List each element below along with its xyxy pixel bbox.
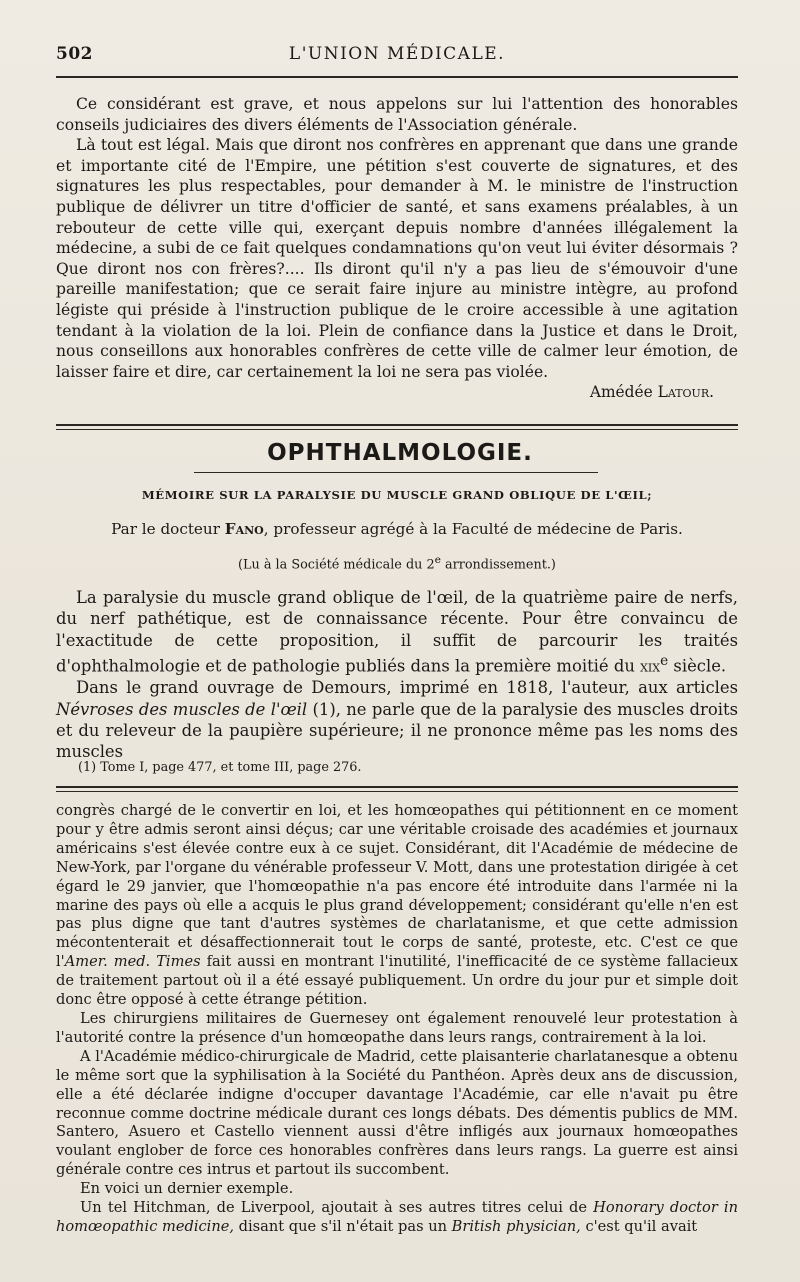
- feuilleton-paragraph: En voici un dernier exemple.: [80, 1180, 294, 1198]
- article-paragraph: [56, 587, 738, 677]
- author-signature: [56, 382, 738, 403]
- feuilleton-rule-top-thin: [56, 791, 738, 792]
- read-note-sup: e: [434, 553, 441, 566]
- read-note: [56, 553, 738, 572]
- feuilleton-paragraph: [56, 802, 738, 1010]
- article-text: siècle.: [668, 656, 727, 676]
- century-sup: e: [660, 653, 669, 670]
- article-text: Dans le grand ouvrage de Demours, imprimé en 1818, l'auteur, aux articles: [76, 678, 738, 698]
- article-paragraph: [56, 677, 738, 763]
- article-text: La paralysie du muscle grand oblique de l'œil, de la quatrième paire de nerfs, du nerf pathétique, est de connaissance récente. Pour être convaincu de l'exactitude de cette proposition, il suffit de parcourir les traités d'ophthalmologie et de pathologie publiés dans la première moitié du: [56, 588, 738, 676]
- feuilleton-paragraph: [56, 1199, 738, 1237]
- memoire-title: MÉMOIRE SUR LA PARALYSIE DU MUSCLE GRAND OBLIQUE DE L'ŒIL;: [141, 488, 653, 502]
- feuilleton-italic: Honorary doctor in homœopathic medicine,: [56, 1199, 738, 1235]
- running-title: L'UNION MÉDICALE.: [288, 44, 506, 64]
- article-body: [56, 587, 738, 763]
- feuilleton-text: disant que s'il n'était pas un: [234, 1217, 452, 1235]
- section-rule-top: [56, 424, 738, 426]
- intro-paragraph: Ce considérant est grave, et nous appelons sur lui l'attention des honorables conseils judiciaires des divers éléments de l'Association générale.: [56, 95, 738, 134]
- author-prefix: Par le docteur: [111, 520, 220, 538]
- feuilleton-text: congrès chargé de le convertir en loi, et les homœopathes qui pétitionnent en ce moment pour y être admis seront ainsi déçus; car une véritable croisade des académies et journaux américains s'est élevée contre eux à ce sujet. Considérant, dit l'Académie de médecine de New-York, par l'organe du vénérable professeur V. Mott, dans une protestation dirigée à cet égard le 29 janvier, que l'homœopathie n'a pas encore été introduite dans l'armée ni la marine des pays où elle a acquis le plus grand développement; considérant qu'elle n'en est pas plus digne que tant d'autres systèmes de charlatanisme, et que cette admission mécontenterait et désaffectionnerait tout le corps de santé, proteste, etc. C'est ce que l': [56, 802, 738, 971]
- section-title: OPHTHALMOLOGIE.: [267, 440, 533, 466]
- feuilleton-text: Un tel Hitchman, de Liverpool, ajoutait à ses autres titres celui de: [80, 1199, 594, 1217]
- author-suffix: , professeur agrégé à la Faculté de médecine de Paris.: [263, 520, 683, 538]
- feuilleton-text: c'est qu'il avait: [580, 1217, 698, 1235]
- intro-section: [56, 94, 738, 403]
- feuilleton-italic: Amer. med. Times: [64, 953, 201, 971]
- section-rule-top-thin: [56, 429, 738, 430]
- article-italic: Névroses des muscles de l'œil: [56, 699, 308, 719]
- header-rule: [56, 76, 738, 78]
- century-numeral: xix: [640, 656, 661, 676]
- intro-paragraph: Là tout est légal. Mais que diront nos confrères en apprenant que dans une grande et importante cité de l'Empire, une pétition s'est couverte de signatures, et des signatures les plus respectables, pour demander à M. le ministre de l'instruction publique de délivrer un titre d'officier de santé, et sans examens préalables, à un rebouteur de cette ville qui, exerçant depuis nombre d'années illégalement la médecine, a subi de ce fait quelques condamnations qu'on veut lui éviter désormais ? Que diront nos con frères?.... Ils diront qu'il n'y a pas lieu de s'émouvoir d'une pareille manifestation; que ce serait faire injure au ministre intègre, au profond légiste qui préside à l'instruction publique de le croire accessible à une agitation tendant à la violation de la loi. Plein de confiance dans la Justice et dans le Droit, nous conseillons aux honorables confrères de cette ville de calmer leur émotion, de laisser faire et dire, car certainement la loi ne sera pas violée.: [56, 136, 738, 381]
- feuilleton-text: fait aussi en montrant l'inutilité, l'inefficacité de ce système fallacieux de traitement partout où il a été essayé publiquement. Un ordre du jour pur et simple doit donc être opposé à cette étrange pétition.: [56, 953, 739, 1009]
- footnote: (1) Tome I, page 477, et tome III, page 276.: [78, 760, 362, 775]
- feuilleton-body: [56, 802, 738, 1237]
- article-text: (1), ne parle que de la paralysie des muscles droits et du releveur de la paupière supérieure; il ne prononce même pas les noms des muscles: [56, 699, 738, 762]
- author-name: Fano: [224, 520, 264, 538]
- read-note-after: arrondissement.): [440, 557, 556, 573]
- author-line: [56, 520, 738, 538]
- feuilleton-paragraph: A l'Académie médico-chirurgicale de Madrid, cette plaisanterie charlatanesque a obtenu le même sort que la syphilisation à la Société du Panthéon. Après deux ans de discussion, elle a été déclarée indigne d'occuper davantage l'Académie, car elle n'avait pu être reconnue comme doctrine médicale durant ces longs débats. Des démentis publics de MM. Santero, Asuero et Castello viennent aussi d'être infligés aux journaux homœopathes voulant englober de force ces honorables confrères dans leurs rangs. La guerre est ainsi générale contre ces intrus et partout ils succombent.: [56, 1047, 738, 1179]
- feuilleton-italic: British physician,: [451, 1217, 581, 1235]
- feuilleton-rule-top: [56, 786, 738, 788]
- signature-first-name: Amédée: [589, 383, 653, 402]
- signature-last-name: Latour.: [657, 383, 714, 402]
- page-number: 502: [56, 44, 93, 64]
- page-header: [56, 44, 738, 74]
- title-underline: [194, 472, 598, 473]
- feuilleton-paragraph: Les chirurgiens militaires de Guernesey ont également renouvelé leur protestation à l'autorité contre la présence d'un homœopathe dans leurs rangs, contrairement à la loi.: [56, 1009, 738, 1046]
- read-note-before: (Lu à la Société médicale du 2: [238, 557, 435, 573]
